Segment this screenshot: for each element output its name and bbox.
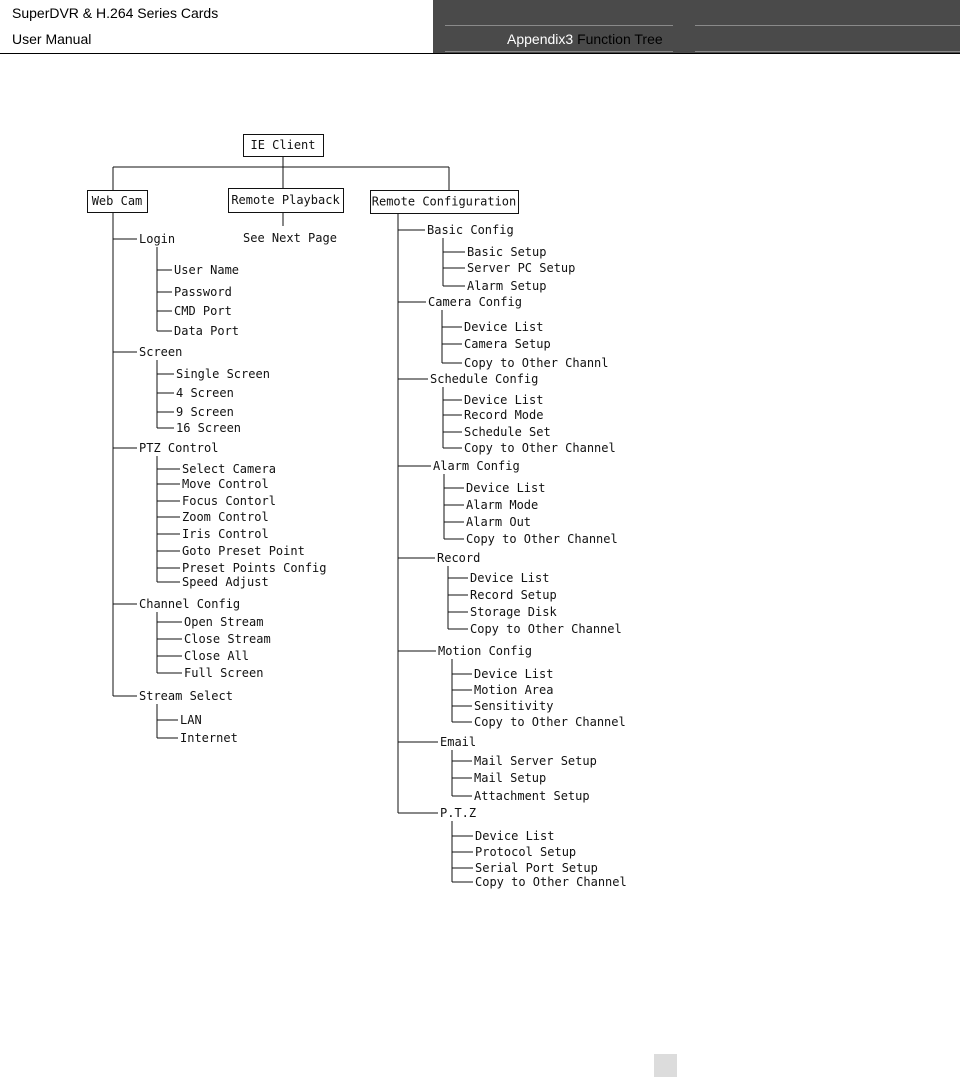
web-cam-item-speed-adjust: Speed Adjust	[182, 575, 269, 589]
web-cam-item-move-control: Move Control	[182, 477, 269, 491]
web-cam-group-channel-config: Channel Config	[139, 597, 241, 611]
remote-config-group-alarm-config: Alarm Config	[433, 459, 520, 473]
web-cam-item-close-stream: Close Stream	[184, 632, 271, 646]
remote-config-group-basic-config: Basic Config	[427, 223, 514, 237]
remote-config-item-protocol-setup: Protocol Setup	[475, 845, 577, 859]
web-cam-item-user-name: User Name	[174, 263, 240, 277]
remote-config-item-device-list: Device List	[474, 667, 554, 681]
see-next-page-note: See Next Page	[243, 231, 337, 245]
remote-config-item-camera-setup: Camera Setup	[464, 337, 551, 351]
remote-config-item-record-mode: Record Mode	[464, 408, 544, 422]
remote-config-item-alarm-setup: Alarm Setup	[467, 279, 547, 293]
remote-config-group-record: Record	[437, 551, 481, 565]
remote-config-item-attachment-setup: Attachment Setup	[474, 789, 590, 803]
web-cam-item-single-screen: Single Screen	[176, 367, 270, 381]
remote-configuration-node: Remote Configuration	[371, 194, 517, 209]
remote-config-group-camera-config: Camera Config	[428, 295, 522, 309]
remote-config-item-sensitivity: Sensitivity	[474, 699, 554, 713]
document-subtitle: User Manual	[12, 31, 92, 47]
remote-config-group-schedule-config: Schedule Config	[430, 372, 539, 386]
web-cam-item-internet: Internet	[180, 731, 238, 745]
remote-config-item-schedule-set: Schedule Set	[464, 425, 551, 439]
web-cam-node: Web Cam	[91, 194, 143, 208]
web-cam-group-stream-select: Stream Select	[139, 689, 233, 703]
remote-config-item-mail-setup: Mail Setup	[474, 771, 547, 785]
remote-config-item-device-list: Device List	[464, 393, 544, 407]
remote-config-item-copy-to-other-channel: Copy to Other Channel	[464, 441, 616, 455]
web-cam-item-full-screen: Full Screen	[184, 666, 264, 680]
web-cam-item-cmd-port: CMD Port	[174, 304, 232, 318]
web-cam-item-4-screen: 4 Screen	[176, 386, 234, 400]
remote-config-item-basic-setup: Basic Setup	[467, 245, 547, 259]
remote-config-item-serial-port-setup: Serial Port Setup	[475, 861, 598, 875]
web-cam-item-lan: LAN	[180, 713, 202, 727]
remote-config-item-mail-server-setup: Mail Server Setup	[474, 754, 597, 768]
web-cam-group-ptz-control: PTZ Control	[139, 441, 219, 455]
remote-config-item-copy-to-other-channel: Copy to Other Channel	[475, 875, 627, 889]
web-cam-item-select-camera: Select Camera	[182, 462, 276, 476]
remote-config-group-p-t-z: P.T.Z	[440, 806, 477, 820]
web-cam-item-close-all: Close All	[184, 649, 250, 663]
appendix-label: Appendix3	[507, 31, 574, 47]
remote-config-item-device-list: Device List	[470, 571, 550, 585]
remote-config-item-device-list: Device List	[466, 481, 546, 495]
remote-config-item-copy-to-other-channel: Copy to Other Channel	[470, 622, 622, 636]
root-node: IE Client	[250, 138, 316, 152]
web-cam-group-screen: Screen	[139, 345, 183, 359]
web-cam-item-iris-control: Iris Control	[182, 527, 269, 541]
remote-config-item-record-setup: Record Setup	[470, 588, 557, 602]
remote-playback-node: Remote Playback	[231, 193, 340, 207]
remote-config-item-device-list: Device List	[475, 829, 555, 843]
remote-config-item-storage-disk: Storage Disk	[470, 605, 557, 619]
page-number-box	[654, 1054, 677, 1077]
web-cam-item-password: Password	[174, 285, 232, 299]
web-cam-item-16-screen: 16 Screen	[176, 421, 242, 435]
remote-config-item-alarm-out: Alarm Out	[466, 515, 532, 529]
web-cam-item-goto-preset-point: Goto Preset Point	[182, 544, 305, 558]
remote-config-item-copy-to-other-channl: Copy to Other Channl	[464, 356, 609, 370]
web-cam-item-focus-contorl: Focus Contorl	[182, 494, 276, 508]
remote-config-item-device-list: Device List	[464, 320, 544, 334]
web-cam-item-preset-points-config: Preset Points Config	[182, 561, 327, 575]
document-title: SuperDVR & H.264 Series Cards	[12, 5, 219, 21]
section-title: Function Tree	[577, 31, 663, 47]
web-cam-item-zoom-control: Zoom Control	[182, 510, 269, 524]
remote-config-group-email: Email	[440, 735, 477, 749]
web-cam-item-data-port: Data Port	[174, 324, 240, 338]
remote-config-item-motion-area: Motion Area	[474, 683, 554, 697]
web-cam-item-open-stream: Open Stream	[184, 615, 264, 629]
web-cam-item-9-screen: 9 Screen	[176, 405, 234, 419]
remote-config-item-copy-to-other-channel: Copy to Other Channel	[474, 715, 626, 729]
remote-config-item-server-pc-setup: Server PC Setup	[467, 261, 576, 275]
remote-config-item-copy-to-other-channel: Copy to Other Channel	[466, 532, 618, 546]
remote-config-item-alarm-mode: Alarm Mode	[466, 498, 539, 512]
remote-config-group-motion-config: Motion Config	[438, 644, 532, 658]
web-cam-group-login: Login	[139, 232, 176, 246]
